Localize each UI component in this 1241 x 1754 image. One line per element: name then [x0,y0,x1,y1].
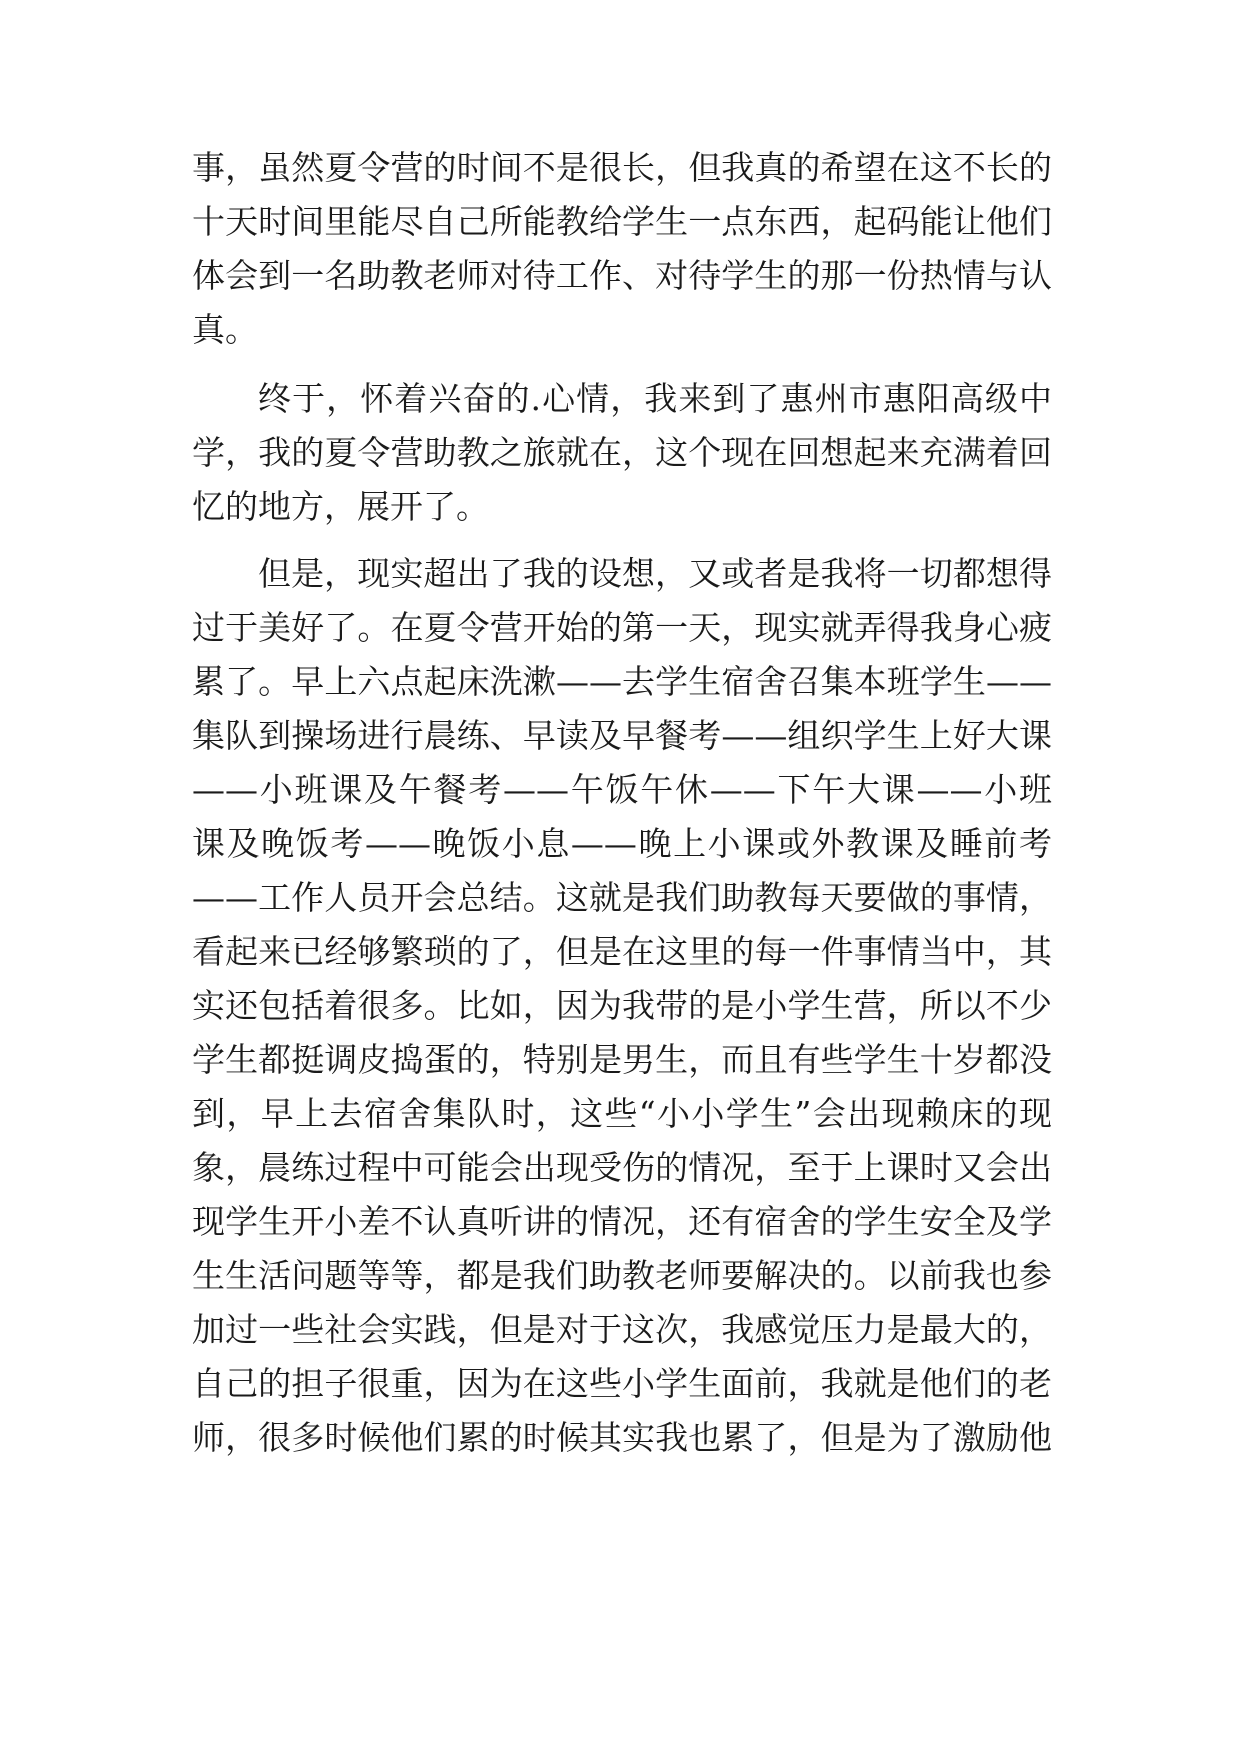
text-line: 十天时间里能尽自己所能教给学生一点东西，起码能让他们 [192,202,1052,241]
paragraph-first-line: 终于，怀着兴奋的.心情，我来到了惠州市惠阳高级中 [258,379,1052,418]
text-line: 真。 [192,310,258,349]
text-line: 看起来已经够繁琐的了，但是在这里的每一件事情当中，其 [192,932,1052,971]
paragraph-first-line: 但是，现实超出了我的设想，又或者是我将一切都想得 [258,554,1052,593]
text-line: 现学生开小差不认真听讲的情况，还有宿舍的学生安全及学 [192,1202,1052,1241]
text-line: 忆的地方，展开了。 [192,487,489,526]
text-line: ——工作人员开会总结。这就是我们助教每天要做的事情， [192,878,1052,917]
text-line: 集队到操场进行晨练、早读及早餐考——组织学生上好大课 [192,716,1052,755]
text-line: 学生都挺调皮捣蛋的，特别是男生，而且有些学生十岁都没 [192,1040,1052,1079]
text-line: 过于美好了。在夏令营开始的第一天，现实就弄得我身心疲 [192,608,1052,647]
text-line: 加过一些社会实践，但是对于这次，我感觉压力是最大的， [192,1310,1052,1349]
text-line: ——小班课及午餐考——午饭午休——下午大课——小班 [192,770,1052,809]
text-line: 象，晨练过程中可能会出现受伤的情况，至于上课时又会出 [192,1148,1052,1187]
text-line: 实还包括着很多。比如，因为我带的是小学生营，所以不少 [192,986,1052,1025]
text-line: 学，我的夏令营助教之旅就在，这个现在回想起来充满着回 [192,433,1052,472]
text-line: 自己的担子很重，因为在这些小学生面前，我就是他们的老 [192,1364,1052,1403]
text-line: 事，虽然夏令营的时间不是很长，但我真的希望在这不长的 [192,148,1052,187]
text-line: 体会到一名助教老师对待工作、对待学生的那一份热情与认 [192,256,1052,295]
text-line: 师，很多时候他们累的时候其实我也累了，但是为了激励他 [192,1418,1052,1457]
text-line: 课及晚饭考——晚饭小息——晚上小课或外教课及睡前考 [192,824,1052,863]
text-line: 到，早上去宿舍集队时，这些“小小学生”会出现赖床的现 [192,1094,1052,1133]
text-line: 累了。早上六点起床洗漱——去学生宿舍召集本班学生—— [192,662,1052,701]
text-line: 生生活问题等等，都是我们助教老师要解决的。以前我也参 [192,1256,1052,1295]
